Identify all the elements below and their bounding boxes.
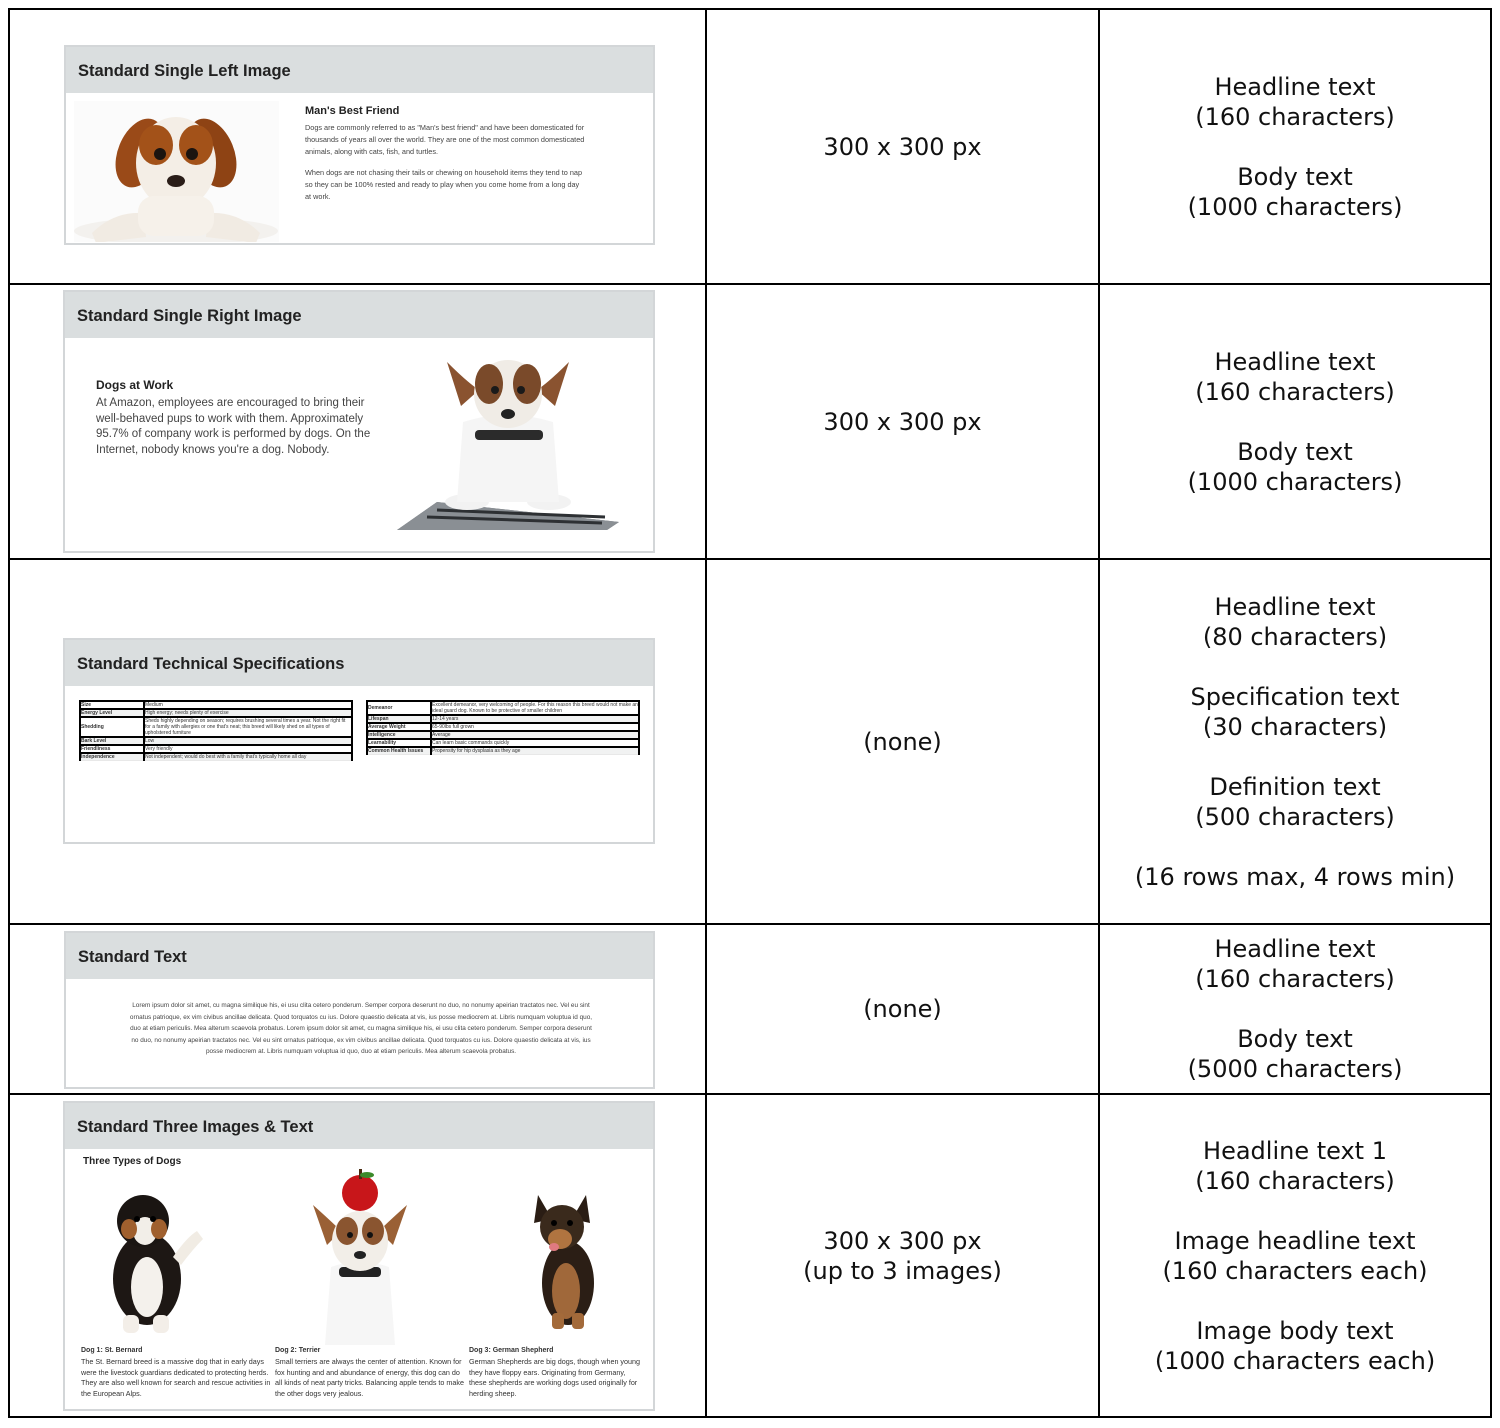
spec-row <box>80 709 352 717</box>
spec-term: Common Health Issues <box>367 747 431 755</box>
module-card-single-right-image <box>63 290 655 553</box>
spec-term: Bark Level <box>80 737 144 745</box>
requirement-label: Body text <box>1237 162 1353 191</box>
body-paragraph-1: Dogs are commonly referred to as "Man's best friend" and have been domesticated for thousands of years all over the world. They are one of the most common domesticated animals, along with cats, fish, and turtles. <box>305 123 585 156</box>
spec-definition: Can learn basic commands quickly <box>431 739 639 747</box>
spec-row <box>80 745 352 753</box>
requirement-limit: (160 characters) <box>1195 102 1395 131</box>
requirements-cell <box>1099 9 1491 284</box>
module-title: Standard Three Images & Text <box>65 1103 653 1149</box>
spec-row <box>367 731 639 739</box>
spec-definition: 65-90lbs full grown <box>431 723 639 731</box>
image-size-note: (up to 3 images) <box>803 1256 1002 1285</box>
dog-1-body: The St. Bernard breed is a massive dog that in early days were the livestock guardians dedicated to protecting herds. They are also well known for search and rescue activities in the European Alps. <box>81 1356 271 1399</box>
spec-definition: Low <box>144 737 352 745</box>
st-bernard-image <box>95 1187 205 1337</box>
module-card-technical-specifications <box>63 638 655 844</box>
spec-definition: Propensity for hip dysplasia as they age <box>431 747 639 755</box>
requirement-label: Headline text 1 <box>1203 1136 1387 1165</box>
requirement-note: (16 rows max, 4 rows min) <box>1134 862 1456 891</box>
terrier-apple-image <box>305 1167 415 1345</box>
spec-term: Intelligence <box>367 731 431 739</box>
spec-definition: Sheds highly depending on season; requires brushing several times a year. Not the right fit for a family with allergies or one that's neat; this breed will likely shed on all types of upholstered furniture <box>144 717 352 737</box>
spec-term: Independence <box>80 753 144 761</box>
table-row <box>9 924 1491 1094</box>
image-size-cell <box>706 1094 1099 1417</box>
spec-definition: Very friendly <box>144 745 352 753</box>
requirement-label: Headline text <box>1214 592 1376 621</box>
requirement-label: Headline text <box>1214 935 1376 963</box>
spec-term: Average Weight <box>367 723 431 731</box>
requirement-limit: (160 characters) <box>1195 377 1395 406</box>
spec-row <box>367 701 639 715</box>
image-size-cell <box>706 9 1099 284</box>
requirement-label: Definition text <box>1209 772 1381 801</box>
spec-row <box>367 747 639 755</box>
dog-1-caption <box>81 1345 275 1400</box>
dog-3-body: German Shepherds are big dogs, though when young they have floppy ears. Originating from Germany, these shepherds are working dogs used originally for herding sheep. <box>469 1356 641 1399</box>
requirement-limit: (80 characters) <box>1202 622 1388 651</box>
requirement-limit: (160 characters) <box>1195 965 1395 993</box>
requirement-label: Body text <box>1237 437 1353 466</box>
module-headline: Dogs at Work <box>96 378 174 392</box>
dog-1-headline: Dog 1: St. Bernard <box>81 1347 143 1354</box>
spec-row <box>80 717 352 737</box>
spec-term: Size <box>80 701 144 709</box>
module-subtitle: Three Types of Dogs <box>83 1156 182 1167</box>
image-size-text: 300 x 300 px <box>823 1226 982 1255</box>
module-card-standard-text <box>64 931 655 1089</box>
spec-definition: High energy; needs plenty of exercise <box>144 709 352 717</box>
module-title: Standard Text <box>66 933 653 979</box>
table-row <box>9 1094 1491 1417</box>
spec-definition: Excellent demeanor, very welcoming of people. For this reason this breed would not make an ideal guard dog. Known to be protective of smaller children <box>432 702 638 714</box>
requirement-limit: (160 characters) <box>1195 1166 1395 1195</box>
spec-term: Demeanor <box>367 701 431 715</box>
dog-2-caption <box>275 1345 469 1400</box>
module-body: At Amazon, employees are encouraged to bring their well-behaved pups to work with them. Approximately 95.7% of company work is performed by dogs. On the Internet, nobody knows you're a dog. Nobody. <box>96 397 371 456</box>
dog-3-headline: Dog 3: German Shepherd <box>469 1347 554 1354</box>
spec-row <box>367 739 639 747</box>
spec-definition: Average <box>431 731 639 739</box>
spec-definition: 12-14 years <box>431 715 639 723</box>
requirements-cell <box>1099 1094 1491 1417</box>
requirement-label: Image body text <box>1196 1316 1394 1345</box>
requirement-limit: (1000 characters each) <box>1154 1346 1436 1375</box>
dog-3-caption <box>469 1345 645 1400</box>
image-size-text: (none) <box>863 727 942 756</box>
image-size-text: 300 x 300 px <box>823 132 982 161</box>
spec-term: Shedding <box>80 717 144 737</box>
dog-2-headline: Dog 2: Terrier <box>275 1347 321 1354</box>
requirement-limit: (160 characters each) <box>1162 1256 1428 1285</box>
mockup-cell <box>9 1094 706 1417</box>
mockup-cell <box>9 559 706 924</box>
puppy-image <box>74 101 279 242</box>
table-row <box>9 284 1491 559</box>
spec-definition: Medium <box>144 701 352 709</box>
requirement-limit: (5000 characters) <box>1187 1055 1403 1083</box>
image-size-text: (none) <box>863 995 942 1023</box>
requirement-label: Headline text <box>1214 72 1376 101</box>
dog-laptop-image <box>367 352 629 534</box>
image-size-cell <box>706 924 1099 1094</box>
module-title: Standard Single Left Image <box>66 47 653 93</box>
module-card-single-left-image <box>64 45 655 245</box>
table-row <box>9 559 1491 924</box>
module-card-three-images-text <box>63 1101 655 1411</box>
mockup-cell <box>9 284 706 559</box>
mockup-cell <box>9 924 706 1094</box>
spec-row <box>367 715 639 723</box>
spec-table-right <box>366 700 640 755</box>
spec-term: Energy Level <box>80 709 144 717</box>
spec-row <box>80 737 352 745</box>
spec-term: Friendliness <box>80 745 144 753</box>
table-row <box>9 9 1491 284</box>
image-size-text: 300 x 300 px <box>823 407 982 436</box>
requirement-limit: (1000 characters) <box>1187 467 1403 496</box>
module-title: Standard Technical Specifications <box>65 640 653 686</box>
requirement-label: Headline text <box>1214 347 1376 376</box>
requirements-cell <box>1099 284 1491 559</box>
mockup-cell <box>9 9 706 284</box>
requirements-cell <box>1099 924 1491 1094</box>
spec-row <box>367 723 639 731</box>
spec-term: Learnability <box>367 739 431 747</box>
requirement-label: Body text <box>1237 1025 1353 1053</box>
body-paragraph-2: When dogs are not chasing their tails or chewing on household items they tend to nap so they can be 100% rested and ready to play when you come home from a long day at work. <box>305 168 583 201</box>
module-title: Standard Single Right Image <box>65 292 653 338</box>
requirements-cell <box>1099 559 1491 924</box>
requirement-label: Specification text <box>1190 682 1400 711</box>
requirement-label: Image headline text <box>1174 1226 1416 1255</box>
requirement-limit: (1000 characters) <box>1187 192 1403 221</box>
german-shepherd-image <box>520 1191 610 1331</box>
requirement-limit: (30 characters) <box>1202 712 1388 741</box>
spec-row <box>80 753 352 761</box>
requirement-limit: (500 characters) <box>1195 802 1395 831</box>
module-headline: Man's Best Friend <box>305 105 400 117</box>
spec-term: Lifespan <box>367 715 431 723</box>
module-body: Lorem ipsum dolor sit amet, cu magna similique his, ei usu clita cetero ponderum. Semper corpora deserunt no duo, no nonumy apeirian tractatos nec. Vel eu sint ornatus patrioque, ex vim civibus ancillae delicata. Quod torquatos cu ius. Dolore quaestio delicata at vis, ius posse mediocrem at. Libris numquam voluptua id quo, duo at etiam periculis. Mea alterum scaevola probatus. Lorem ipsum dolor sit amet, cu magna similique his, ei usu clita cetero ponderum. Semper corpora deserunt no duo, no nonumy apeirian tractatos nec. Vel eu sint ornatus patrioque, ex vim civibus ancillae delicata. Quod torquatos cu ius. Dolore quaestio delicata at vis, ius posse mediocrem at. Libris numquam voluptua id quo, duo at etiam periculis. Mea alterum scaevola probatus. <box>129 1002 593 1056</box>
spec-definition: Not independent; would do best with a family that's typically home all day <box>144 753 352 761</box>
image-size-cell <box>706 559 1099 924</box>
module-spec-table <box>8 8 1492 1418</box>
spec-row <box>80 701 352 709</box>
image-size-cell <box>706 284 1099 559</box>
dog-2-body: Small terriers are always the center of attention. Known for fox hunting and and abundance of energy, this dog can do all kinds of neat party tricks. Balancing apple tends to make the other dogs very jealous. <box>275 1356 464 1399</box>
spec-table-left <box>79 700 353 761</box>
